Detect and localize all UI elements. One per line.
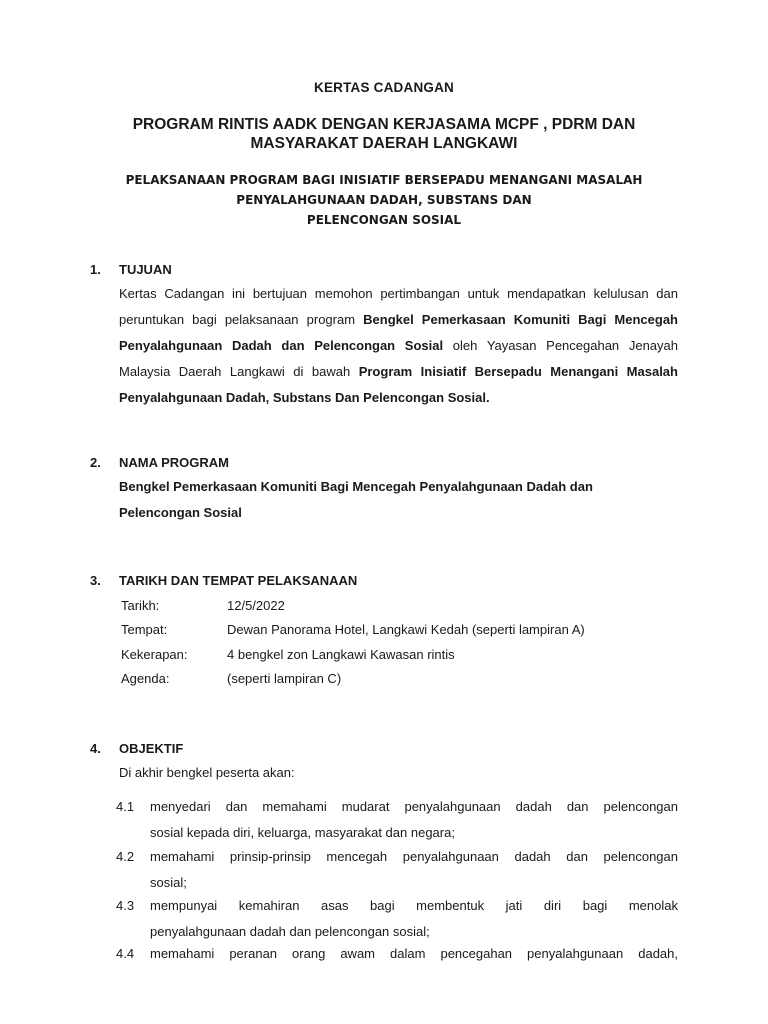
text-run: Malaysia Daerah Langkawi di bawah	[119, 364, 359, 379]
detail-value: 4 bengkel zon Langkawi Kawasan rintis	[227, 647, 455, 662]
detail-label: Kekerapan:	[121, 647, 188, 662]
subtitle-line: PENYALAHGUNAAN DADAH, SUBSTANS DAN	[236, 193, 532, 207]
section-number: 4.	[90, 741, 101, 756]
objective-line: memahami prinsip-prinsip mencegah penyalahgunaan dadah dan pelencongan	[150, 849, 678, 864]
objective-line: memahami peranan orang awam dalam pencegahan penyalahgunaan dadah,	[150, 946, 678, 961]
objective-line: mempunyai kemahiran asas bagi membentuk jati diri bagi menolak	[150, 898, 678, 913]
text-run: oleh Yayasan Pencegahan Jenayah	[443, 338, 678, 353]
detail-label: Tarikh:	[121, 598, 160, 613]
section-number: 1.	[90, 262, 101, 277]
detail-value: Dewan Panorama Hotel, Langkawi Kedah (seperti lampiran A)	[227, 622, 585, 637]
bold-text-run: Penyalahgunaan Dadah, Substans Dan Pelencongan Sosial.	[119, 390, 490, 405]
subtitle-line: PELAKSANAAN PROGRAM BAGI INISIATIF BERSEPADU MENANGANI MASALAH	[125, 173, 643, 187]
text-run: peruntukan bagi pelaksanaan program	[119, 312, 364, 327]
objective-text	[150, 893, 678, 945]
section-nama-program-body	[119, 474, 678, 526]
subtitle-line: PELENCONGAN SOSIAL	[306, 213, 462, 227]
paragraph-line	[119, 359, 678, 385]
objective-number: 4.3	[116, 898, 135, 913]
objective-line: penyalahgunaan dadah dan pelencongan sosial;	[150, 924, 430, 939]
bold-text-run: Bengkel Pemerkasaan Komuniti Bagi Mencegah	[363, 312, 678, 327]
objective-number: 4.1	[116, 799, 135, 814]
paragraph-line	[119, 333, 678, 359]
section-heading-objektif: OBJEKTIF	[119, 741, 184, 756]
objective-text	[150, 794, 678, 846]
detail-value: 12/5/2022	[227, 598, 285, 613]
bold-text-run: Program Inisiatif Bersepadu Menangani Masalah	[358, 364, 678, 379]
detail-label: Agenda:	[121, 671, 170, 686]
objective-number: 4.2	[116, 849, 135, 864]
program-title-line: PROGRAM RINTIS AADK DENGAN KERJASAMA MCPF , PDRM DAN	[132, 116, 636, 133]
objective-text	[150, 941, 678, 967]
detail-label: Tempat:	[121, 622, 168, 637]
paragraph-line: Pelencongan Sosial	[119, 505, 242, 520]
program-subtitle	[0, 170, 768, 230]
section-heading-nama-program: NAMA PROGRAM	[119, 455, 230, 470]
section-heading-tujuan: TUJUAN	[119, 262, 172, 277]
section-number: 3.	[90, 573, 101, 588]
objective-text	[150, 844, 678, 896]
bold-text-run: Penyalahgunaan Dadah dan Pelencongan Sosial	[119, 338, 444, 353]
objective-line: sosial;	[150, 875, 187, 890]
section-heading-tarikh-tempat: TARIKH DAN TEMPAT PELAKSANAAN	[119, 573, 358, 588]
program-title-line: MASYARAKAT DAERAH LANGKAWI	[250, 135, 518, 152]
paragraph-line: Bengkel Pemerkasaan Komuniti Bagi Mencegah Penyalahgunaan Dadah dan	[119, 479, 593, 494]
objective-line: menyedari dan memahami mudarat penyalahgunaan dadah dan pelencongan	[150, 799, 678, 814]
program-title	[0, 115, 768, 153]
objektif-intro: Di akhir bengkel peserta akan:	[119, 765, 295, 780]
paragraph-line	[119, 385, 678, 411]
detail-value: (seperti lampiran C)	[227, 671, 342, 686]
objective-number: 4.4	[116, 946, 135, 961]
document-title: KERTAS CADANGAN	[314, 80, 454, 95]
paragraph-line: Kertas Cadangan ini bertujuan memohon pertimbangan untuk mendapatkan kelulusan dan	[119, 286, 678, 301]
paragraph-line	[119, 307, 678, 333]
section-tujuan-body	[119, 281, 678, 411]
section-number: 2.	[90, 455, 101, 470]
objective-line: sosial kepada diri, keluarga, masyarakat dan negara;	[150, 825, 455, 840]
